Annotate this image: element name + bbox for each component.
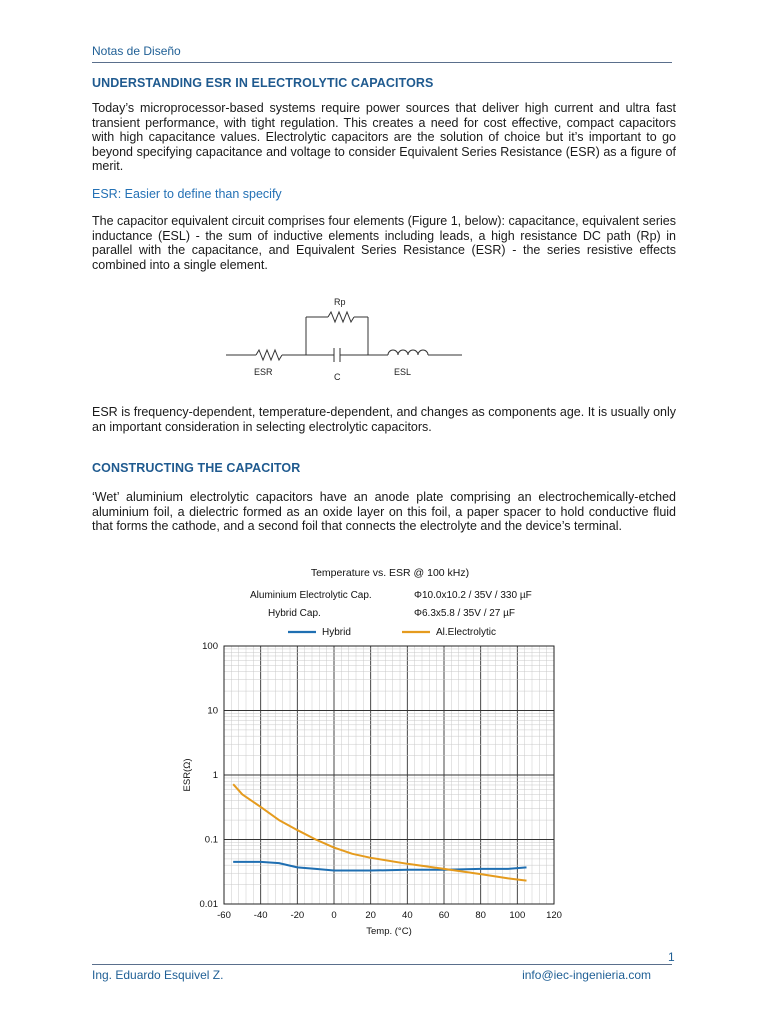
esl-inductor xyxy=(388,350,428,355)
footer-email[interactable]: info@iec-ingenieria.com xyxy=(522,968,651,982)
rp-label: Rp xyxy=(334,297,346,307)
header-title: Notas de Diseño xyxy=(92,44,181,58)
x-tick-label: 0 xyxy=(331,910,337,921)
x-tick-label: 80 xyxy=(475,910,486,921)
chart-subtitle-al-label: Aluminium Electrolytic Cap. xyxy=(250,590,372,601)
intro-paragraph: Today’s microprocessor-based systems require power sources that deliver high current and ultra fast transient performance, with tight regulation. This creates a need for cost effective, compact capacitors with high capacitance values. Electrolytic capacitors are the solution of choice but it’s important to go beyond specifying capacitance and voltage to consider Equivalent Series Resistance (ESR) as a figure of merit. xyxy=(92,101,676,173)
construction-paragraph: ‘Wet’ aluminium electrolytic capacitors have an anode plate comprising an electrochemically-etched aluminium foil, a dielectric formed as an oxide layer on this foil, a paper spacer to hold conductive fluid that forms the cathode, and a second foil that connects the electrolyte and the device’s terminal. xyxy=(92,490,676,533)
chart-y-axis-label: ESR(Ω) xyxy=(182,758,193,792)
temperature-esr-chart xyxy=(170,560,590,945)
x-tick-label: -40 xyxy=(253,910,268,921)
chart-legend xyxy=(288,627,496,638)
x-tick-label: -60 xyxy=(217,910,231,921)
y-tick-label: 0.1 xyxy=(204,834,218,846)
chart-subtitle-al-spec: Φ10.0x10.2 / 35V / 330 µF xyxy=(414,590,532,601)
chart-x-axis-label: Temp. (°C) xyxy=(366,926,412,937)
chart-subtitle-hybrid-spec: Φ6.3x5.8 / 35V / 27 µF xyxy=(414,608,516,619)
chart-title: Temperature vs. ESR @ 100 kHz) xyxy=(310,567,470,579)
legend-label: Al.Electrolytic xyxy=(436,627,497,638)
chart-subtitle-hybrid-label: Hybrid Cap. xyxy=(268,608,321,619)
x-tick-label: 40 xyxy=(402,910,413,921)
section-heading-esr: UNDERSTANDING ESR IN ELECTROLYTIC CAPACITORS xyxy=(92,76,434,90)
footer-rule xyxy=(92,964,672,965)
x-tick-label: 20 xyxy=(365,910,376,921)
rp-resistor xyxy=(328,312,354,322)
y-tick-label: 1 xyxy=(212,770,218,781)
equivalent-circuit-diagram xyxy=(226,292,466,384)
x-tick-label: 100 xyxy=(509,910,526,921)
x-tick-label: 120 xyxy=(546,910,562,921)
footer-author: Ing. Eduardo Esquivel Z. xyxy=(92,968,224,982)
y-tick-label: 10 xyxy=(207,705,218,717)
chart-grid xyxy=(224,646,554,904)
c-label: C xyxy=(334,372,341,382)
esr-resistor xyxy=(256,350,282,360)
x-tick-label: 60 xyxy=(438,910,450,921)
subheading-esr-define: ESR: Easier to define than specify xyxy=(92,187,282,201)
circuit-description-paragraph: The capacitor equivalent circuit comprises four elements (Figure 1, below): capacitance, equivalent series inductance (ESL) - the sum of inductive elements including leads, a high resistance DC path (Rp) in parallel with the capacitance, and Equivalent Series Resistance (ESR) - the series resistive effects combined into a single element. xyxy=(92,214,676,272)
header-rule xyxy=(92,62,672,63)
section-heading-constructing: CONSTRUCTING THE CAPACITOR xyxy=(92,461,301,475)
esl-label: ESL xyxy=(394,367,412,377)
x-tick-label: -20 xyxy=(290,910,305,921)
y-tick-label: 0.01 xyxy=(199,899,218,910)
y-tick-label: 100 xyxy=(202,641,218,652)
esr-dependency-paragraph: ESR is frequency-dependent, temperature-dependent, and changes as components age. It is usually only an important consideration in selecting electrolytic capacitors. xyxy=(92,405,676,434)
page-number: 1 xyxy=(668,950,675,964)
esr-label: ESR xyxy=(254,367,273,377)
legend-label: Hybrid xyxy=(322,627,351,638)
